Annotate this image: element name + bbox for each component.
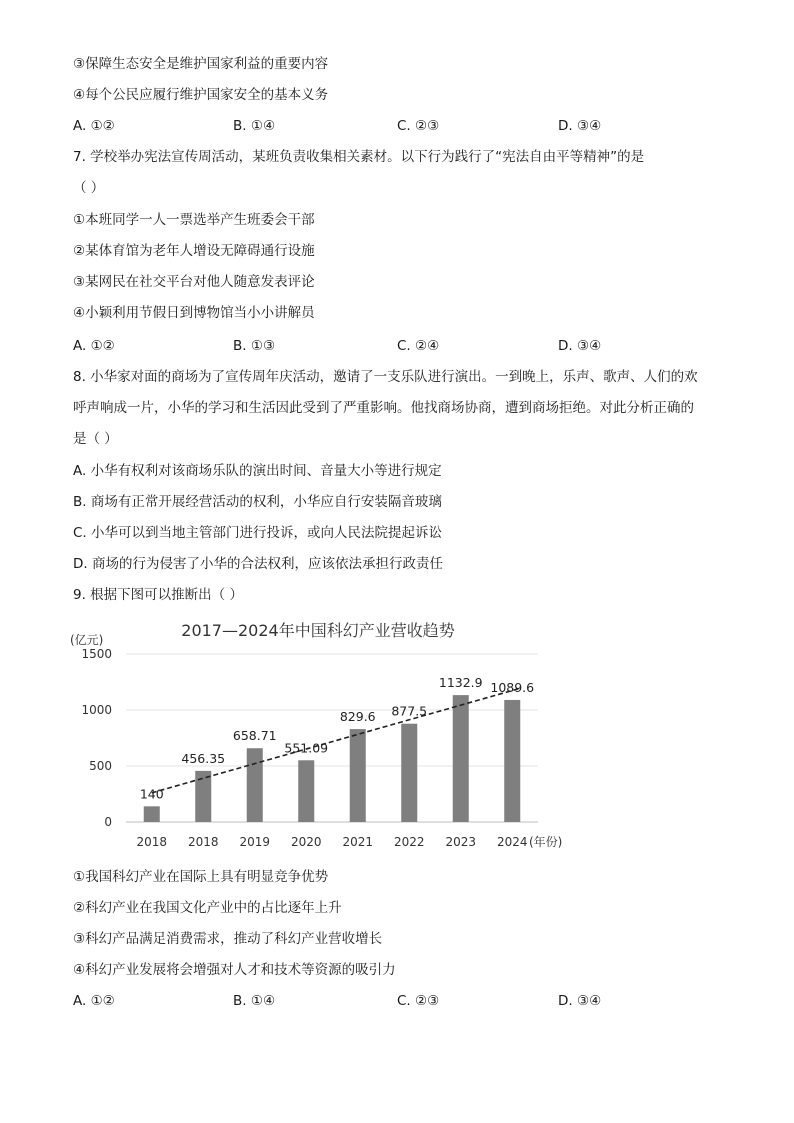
q6-item-4: ④每个公民应履行维护国家安全的基本义务	[73, 87, 329, 103]
q9-item-1: ①我国科幻产业在国际上具有明显竞争优势	[73, 869, 329, 885]
bar-value-label: 877.5	[391, 703, 428, 719]
bar-value-label: 658.71	[232, 728, 277, 744]
x-tick-label: 2022	[393, 835, 425, 849]
y-axis-unit-label: (亿元)	[70, 633, 104, 647]
q6-options	[73, 117, 733, 135]
q7-option-c: C. ②④	[397, 338, 440, 354]
x-tick-label: 2020	[290, 835, 322, 849]
bar-value-label: 1089.6	[490, 679, 535, 695]
q8-stem-line-1: 8. 小华家对面的商场为了宣传周年庆活动，邀请了一支乐队进行演出。一到晚上，乐声、歌声、人们的欢	[73, 369, 698, 385]
q7-stem: 7. 学校举办宪法宣传周活动，某班负责收集相关素材。以下行为践行了“宪法自由平等精神”的是	[73, 149, 645, 165]
y-tick-label: 0	[104, 815, 112, 829]
q6-item-3: ③保障生态安全是维护国家利益的重要内容	[73, 56, 329, 72]
x-tick-label: 2018	[187, 835, 219, 849]
chart-title: 2017—2024年中国科幻产业营收趋势	[181, 621, 455, 640]
q9-option-b: B. ①④	[233, 993, 276, 1009]
q8-stem-line-3: 是（ ）	[73, 431, 118, 447]
bar	[401, 724, 417, 822]
q7-item-1: ①本班同学一人一票选举产生班委会干部	[73, 212, 315, 228]
bar	[350, 729, 366, 822]
q9-item-3: ③科幻产品满足消费需求，推动了科幻产业营收增长	[73, 931, 383, 947]
q7-blank: （ ）	[73, 180, 105, 196]
x-tick-label: 2024	[496, 835, 528, 849]
q7-item-4: ④小颖利用节假日到博物馆当小小讲解员	[73, 305, 315, 321]
x-tick-label: 2019	[239, 835, 271, 849]
q9-item-4: ④科幻产业发展将会增强对人才和技术等资源的吸引力	[73, 962, 396, 978]
q6-option-d: D. ③④	[558, 118, 602, 134]
q7-item-3: ③某网民在社交平台对他人随意发表评论	[73, 274, 315, 290]
q9-item-2: ②科幻产业在我国文化产业中的占比逐年上升	[73, 900, 342, 916]
q6-option-b: B. ①④	[233, 118, 276, 134]
q9-stem: 9. 根据下图可以推断出（ ）	[73, 587, 243, 603]
q6-option-a: A. ①②	[73, 118, 115, 134]
q7-options	[73, 337, 733, 355]
bar-value-label: 551.09	[284, 740, 329, 756]
x-tick-label: 2021	[342, 835, 374, 849]
bar-value-label: 456.35	[181, 750, 226, 766]
x-axis-unit-label: (年份)	[529, 835, 563, 849]
bar-value-label: 140	[139, 786, 164, 802]
q9-option-c: C. ②③	[397, 993, 440, 1009]
y-tick-label: 1000	[81, 703, 112, 717]
q8-stem-line-2: 呼声响成一片，小华的学习和生活因此受到了严重影响。他找商场协商，遭到商场拒绝。对此分析正确的	[73, 400, 694, 416]
q9-option-d: D. ③④	[558, 993, 602, 1009]
q9-option-a: A. ①②	[73, 993, 115, 1009]
revenue-bar-chart	[68, 612, 588, 852]
bar	[298, 760, 314, 822]
bar	[453, 695, 469, 822]
bar	[144, 806, 160, 822]
y-tick-label: 500	[89, 759, 112, 773]
q7-option-d: D. ③④	[558, 338, 602, 354]
bar-value-label: 829.6	[339, 709, 376, 725]
q9-options	[73, 992, 733, 1010]
y-tick-group	[81, 647, 112, 829]
q8-option-a: A. 小华有权利对该商场乐队的演出时间、音量大小等进行规定	[73, 463, 442, 479]
q8-option-d: D. 商场的行为侵害了小华的合法权利，应该依法承担行政责任	[73, 556, 443, 572]
bar-value-label: 1132.9	[438, 675, 483, 691]
q7-item-2: ②某体育馆为老年人增设无障碍通行设施	[73, 243, 315, 259]
x-tick-group	[136, 835, 527, 849]
q6-option-c: C. ②③	[397, 118, 440, 134]
bar	[247, 748, 263, 822]
y-tick-label: 1500	[81, 647, 112, 661]
q8-option-b: B. 商场有正常开展经营活动的权利，小华应自行安装隔音玻璃	[73, 494, 442, 510]
q8-option-c: C. 小华可以到当地主管部门进行投诉，或向人民法院提起诉讼	[73, 525, 443, 541]
q7-option-a: A. ①②	[73, 338, 115, 354]
q7-option-b: B. ①③	[233, 338, 276, 354]
bar	[195, 771, 211, 822]
x-tick-label: 2018	[136, 835, 168, 849]
bar	[504, 700, 520, 822]
x-tick-label: 2023	[445, 835, 477, 849]
